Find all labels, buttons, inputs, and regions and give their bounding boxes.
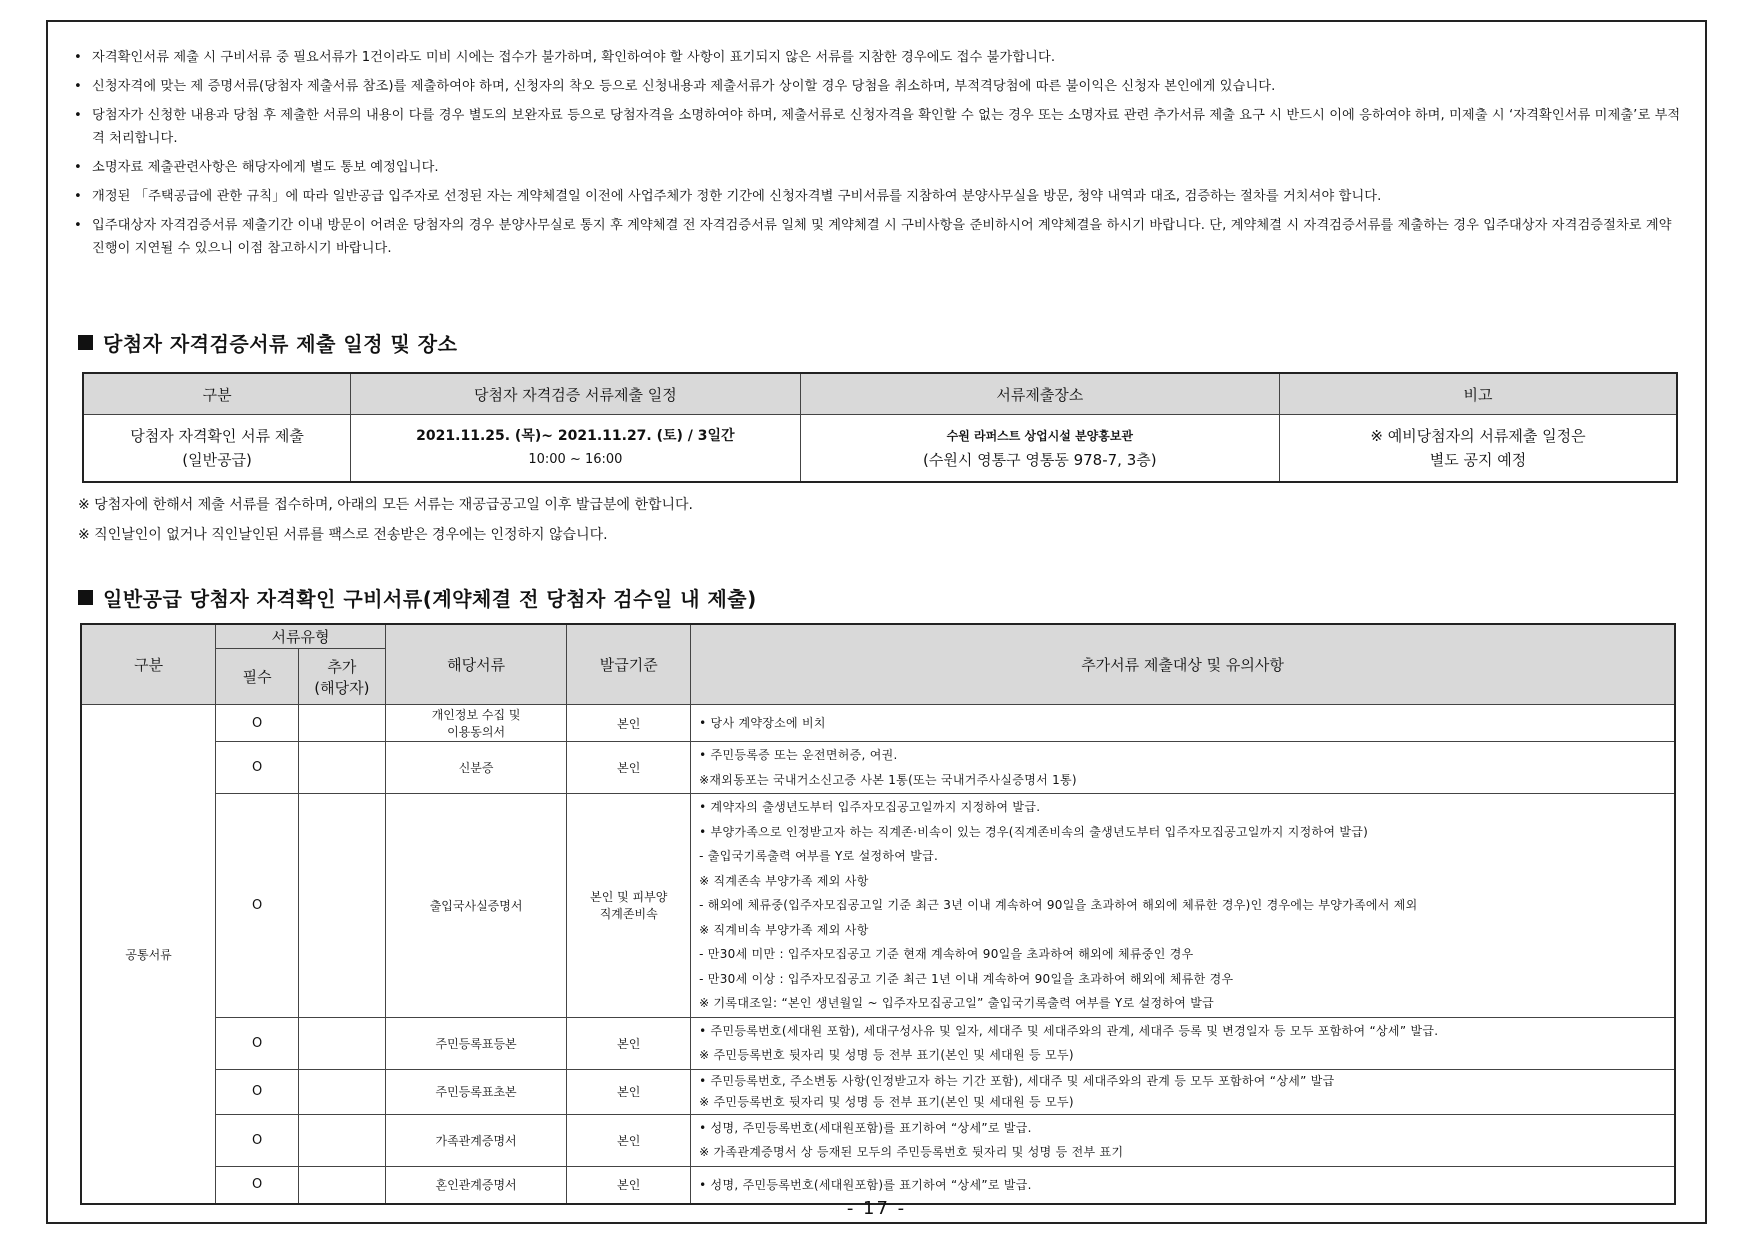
issuer-line: 본인: [617, 1133, 641, 1148]
required-mark: O: [216, 742, 299, 794]
place-address: (수원시 영통구 영통동 978-7, 3층): [923, 451, 1157, 469]
category-line: (일반공급): [182, 451, 252, 469]
document-line: 주민등록표초본: [435, 1085, 517, 1099]
header-document: 해당서류: [385, 624, 567, 705]
document-line: 신분증: [458, 761, 494, 775]
category-line: 당첨자 자격확인 서류 제출: [130, 427, 304, 445]
note-line: - 만30세 이상 : 입주자모집공고 기준 최근 1년 이내 계속하여 90일을 초과하여 해외에 체류한 경우: [699, 971, 1234, 986]
note-line: • 성명, 주민등록번호(세대원포함)를 표기하여 “상세”로 발급.: [699, 1120, 1032, 1135]
note-line: ※ 가족관계증명서 상 등재된 모두의 주민등록번호 뒷자리 및 성명 등 전부 표기: [699, 1145, 1124, 1159]
note-line: • 부양가족으로 인정받고자 하는 직계존·비속이 있는 경우(직계존비속의 출생년도부터 입주자모집공고일까지 지정하여 발급): [699, 824, 1369, 839]
intro-bullet: • 소명자료 제출관련사항은 해당자에게 별도 통보 예정입니다.: [74, 156, 1682, 179]
issuer-cell: [567, 742, 691, 794]
additional-mark: [298, 1017, 385, 1069]
notes-cell: [691, 1069, 1675, 1114]
document-cell: [385, 742, 567, 794]
required-mark: O: [216, 794, 299, 1018]
header-doc-type: 서류유형: [216, 624, 386, 649]
table-row: [81, 705, 1675, 742]
document-cell: [385, 1017, 567, 1069]
note-line: - 출입국기록출력 여부를 Y로 설정하여 발급.: [699, 849, 939, 863]
schedule-date-cell: [351, 415, 801, 483]
note-line: - 해외에 체류중(입주자모집공고일 기준 최근 3년 이내 계속하여 90일을 초과하여 해외에 체류한 경우)인 경우에는 부양가족에서 제외: [699, 898, 1418, 912]
additional-mark: [298, 742, 385, 794]
note-line: • 계약자의 출생년도부터 입주자모집공고일까지 지정하여 발급.: [699, 800, 1041, 814]
section1-title: [78, 328, 457, 357]
note-line: • 당사 계약장소에 비치: [699, 715, 826, 730]
document-line: 출입국사실증명서: [429, 898, 523, 913]
header-place: 서류제출장소: [800, 373, 1279, 415]
header-notes: 추가서류 제출대상 및 유의사항: [691, 624, 1675, 705]
intro-bullet: • 입주대상자 자격검증서류 제출기간 이내 방문이 어려운 당첨자의 경우 분양사무실로 통지 후 계약체결 전 자격검증서류 일체 및 계약체결 시 구비사항을 준비하시어 계약체결을 하시기 바랍니다. 단, 계약체결 시 자격검증서류를 제출하는 경우 입주대상자 자격검증절차로 계약진행이 지연될 수 있으니 이점 참고하시기 바랍니다.: [74, 214, 1682, 260]
note-line: • 성명, 주민등록번호(세대원포함)를 표기하여 “상세”로 발급.: [699, 1177, 1032, 1192]
document-line: 개인정보 수집 및: [431, 708, 521, 722]
notes-cell: [691, 705, 1675, 742]
document-line: 주민등록표등본: [435, 1036, 517, 1051]
page-number: - 17 -: [846, 1198, 907, 1219]
note-line: ※ 기록대조일: “본인 생년월일 ~ 입주자모집공고일” 출입국기록출력 여부를 Y로 설정하여 발급: [699, 996, 1215, 1010]
intro-bullet-list: [74, 46, 1682, 266]
issuer-line: 직계존비속: [599, 907, 658, 922]
issuer-line: 본인: [617, 716, 641, 731]
remark-line: ※ 예비당첨자의 서류제출 일정은: [1370, 427, 1586, 445]
note-line: ※ 당첨자에 한해서 제출 서류를 접수하며, 아래의 모든 서류는 재공급공고일 이후 발급분에 한합니다.: [78, 497, 693, 513]
document-line: 이용동의서: [447, 725, 506, 739]
document-line: 가족관계증명서: [435, 1133, 517, 1148]
schedule-hours: 10:00 ~ 16:00: [528, 452, 623, 467]
additional-mark: [298, 1114, 385, 1166]
schedule-dates: 2021.11.25. (목)~ 2021.11.27. (토) / 3일간: [416, 428, 735, 444]
note-line: • 주민등록번호(세대원 포함), 세대구성사유 및 일자, 세대주 및 세대주와의 관계, 세대주 등록 및 변경일자 등 모두 포함하여 “상세” 발급.: [699, 1023, 1439, 1038]
documents-header-row: [81, 624, 1675, 649]
header-remark: 비고: [1280, 373, 1677, 415]
note-line: ※ 주민등록번호 뒷자리 및 성명 등 전부 표기(본인 및 세대원 등 모두): [699, 1094, 1074, 1109]
required-mark: O: [216, 1114, 299, 1166]
schedule-remark-cell: [1280, 415, 1677, 483]
section2-title-text: 일반공급 당첨자 자격확인 구비서류(계약체결 전 당첨자 검수일 내 제출): [103, 587, 757, 611]
notes-cell: [691, 794, 1675, 1018]
section1-title-text: 당첨자 자격검증서류 제출 일정 및 장소: [103, 332, 458, 356]
header-issuer: 발급기준: [567, 624, 691, 705]
additional-mark: [298, 794, 385, 1018]
required-mark: O: [216, 1017, 299, 1069]
section2-title: [78, 583, 757, 612]
intro-bullet: • 개정된 「주택공급에 관한 규칙」에 따라 일반공급 입주자로 선정된 자는 계약체결일 이전에 사업주체가 정한 기간에 신청자격별 구비서류를 지참하여 분양사무실을 방문, 청약 내역과 대조, 검증하는 절차를 거치셔야 합니다.: [74, 185, 1682, 208]
additional-mark: [298, 705, 385, 742]
additional-mark: [298, 1069, 385, 1114]
notes-cell: [691, 1114, 1675, 1166]
table-row: [81, 1069, 1675, 1114]
issuer-line: 본인 및 피부양: [590, 890, 668, 905]
issuer-cell: [567, 1114, 691, 1166]
note-line: • 주민등록번호, 주소변동 사항(인정받고자 하는 기간 포함), 세대주 및 세대주와의 관계 등 모두 포함하여 “상세” 발급: [699, 1073, 1335, 1088]
square-bullet-icon: [78, 335, 93, 350]
place-name: 수원 라퍼스트 상업시설 분양홍보관: [946, 429, 1134, 443]
section1-notes: [78, 490, 693, 550]
document-cell: [385, 705, 567, 742]
note-line: • 주민등록증 또는 운전면허증, 여권.: [699, 748, 898, 762]
note-line: ※ 주민등록번호 뒷자리 및 성명 등 전부 표기(본인 및 세대원 등 모두): [699, 1048, 1074, 1062]
notes-cell: [691, 742, 1675, 794]
intro-bullet: • 자격확인서류 제출 시 구비서류 중 필요서류가 1건이라도 미비 시에는 접수가 불가하며, 확인하여야 할 사항이 표기되지 않은 서류를 지참한 경우에도 접수 불가합니다.: [74, 46, 1682, 69]
category-cell: 공통서류: [81, 705, 216, 1205]
square-bullet-icon: [78, 590, 93, 605]
note-line: ※ 직인날인이 없거나 직인날인된 서류를 팩스로 전송받은 경우에는 인정하지 않습니다.: [78, 527, 608, 543]
table-row: [81, 1017, 1675, 1069]
header-additional: [298, 649, 385, 705]
note-line: ※ 직계비속 부양가족 제외 사항: [699, 922, 869, 937]
issuer-cell: [567, 705, 691, 742]
document-cell: [385, 1069, 567, 1114]
required-mark: O: [216, 1069, 299, 1114]
intro-bullet: • 당첨자가 신청한 내용과 당첨 후 제출한 서류의 내용이 다를 경우 별도의 보완자료 등으로 당첨자격을 소명하여야 하며, 제출서류로 신청자격을 확인할 수 없는 경우 또는 소명자료 관련 추가서류 제출 요구 시 반드시 이에 응하여야 하며, 미제출 시 ‘자격확인서류 미제출’로 부적격 처리합니다.: [74, 104, 1682, 150]
document-line: 혼인관계증명서: [435, 1178, 517, 1193]
documents-table: [80, 623, 1676, 1205]
note-line: ※재외동포는 국내거소신고증 사본 1통(또는 국내거주사실증명서 1통): [699, 772, 1077, 787]
table-row: [81, 1114, 1675, 1166]
issuer-cell: [567, 1069, 691, 1114]
schedule-category-cell: [83, 415, 351, 483]
schedule-table: [82, 372, 1678, 483]
note-line: - 만30세 미만 : 입주자모집공고 기준 현재 계속하여 90일을 초과하여 해외에 체류중인 경우: [699, 947, 1194, 961]
notes-cell: [691, 1017, 1675, 1069]
header-schedule: 당첨자 자격검증 서류제출 일정: [351, 373, 801, 415]
issuer-line: 본인: [617, 1036, 641, 1051]
required-mark: O: [216, 705, 299, 742]
note-line: ※ 직계존속 부양가족 제외 사항: [699, 873, 869, 888]
schedule-table-header-row: [83, 373, 1677, 415]
issuer-cell: [567, 1017, 691, 1069]
schedule-place-cell: [800, 415, 1279, 483]
header-required: 필수: [216, 649, 299, 705]
issuer-line: 본인: [617, 761, 641, 775]
document-cell: [385, 794, 567, 1018]
table-row: [81, 794, 1675, 1018]
header-additional-line: (해당자): [314, 678, 370, 697]
schedule-table-row: [83, 415, 1677, 483]
header-category: 구분: [83, 373, 351, 415]
issuer-line: 본인: [617, 1085, 641, 1099]
required-mark: O: [216, 1166, 299, 1204]
table-row: [81, 742, 1675, 794]
issuer-cell: [567, 794, 691, 1018]
document-cell: [385, 1114, 567, 1166]
header-category: 구분: [81, 624, 216, 705]
header-additional-line: 추가: [327, 657, 357, 676]
remark-line: 별도 공지 예정: [1429, 451, 1527, 469]
intro-bullet: • 신청자격에 맞는 제 증명서류(당첨자 제출서류 참조)를 제출하여야 하며, 신청자의 착오 등으로 신청내용과 제출서류가 상이할 경우 당첨을 취소하며, 부적격당첨에 따른 불이익은 신청자 본인에게 있습니다.: [74, 75, 1682, 98]
issuer-line: 본인: [617, 1178, 641, 1193]
